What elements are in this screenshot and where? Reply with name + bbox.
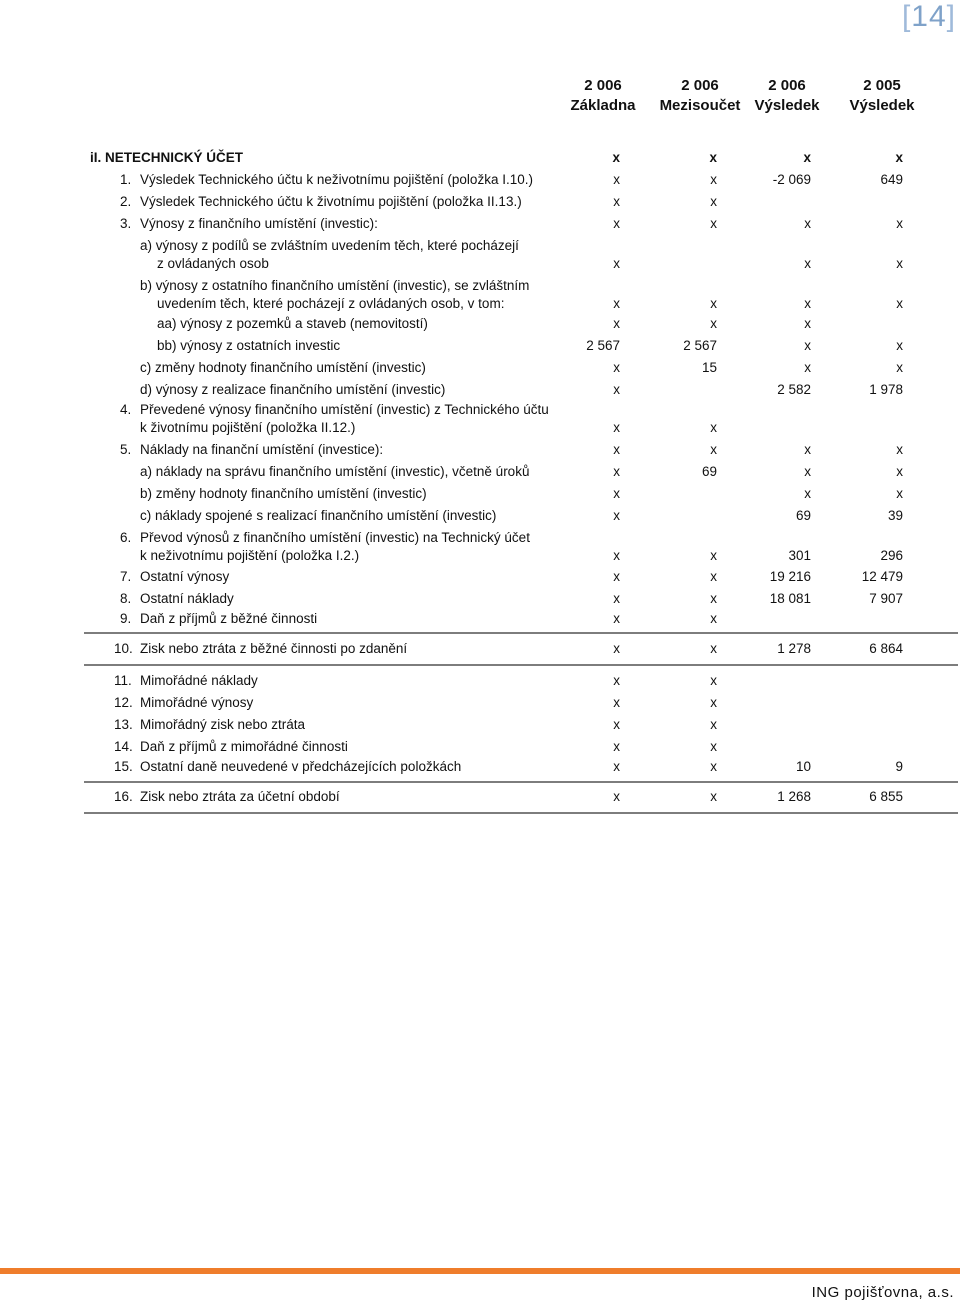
cell-value: x — [613, 759, 620, 774]
cell-value: x — [804, 360, 811, 375]
row-label-continued: z ovládaných osob — [157, 256, 269, 271]
row-number: 8. — [120, 591, 132, 606]
row-label: Převedené výnosy finančního umístění (investic) z Technického účtu — [140, 402, 549, 417]
cell-value: x — [896, 338, 903, 353]
cell-value: x — [613, 695, 620, 710]
row-label: Ostatní náklady — [140, 591, 234, 606]
cell-value: x — [613, 316, 620, 331]
cell-value: 9 — [895, 759, 903, 774]
cell-value: x — [710, 194, 717, 209]
cell-value: x — [613, 717, 620, 732]
row-number: 4. — [120, 402, 132, 417]
row-label-continued: k neživotnímu pojištění (položka I.2.) — [140, 548, 360, 563]
section-divider — [84, 781, 958, 783]
cell-value: x — [804, 338, 811, 353]
cell-value: 69 — [795, 508, 811, 523]
column-header-year: 2 006 — [681, 77, 719, 94]
cell-value: x — [710, 641, 717, 656]
cell-value: x — [804, 464, 811, 479]
row-label: Ostatní daně neuvedené v předcházejících položkách — [140, 759, 462, 774]
cell-value: x — [896, 464, 903, 479]
cell-value: x — [710, 216, 717, 231]
row-label: bb) výnosy z ostatních investic — [157, 338, 341, 353]
cell-value: x — [896, 296, 903, 311]
row-number: 3. — [120, 216, 132, 231]
row-label: Převod výnosů z finančního umístění (investic) na Technický účet — [140, 530, 530, 545]
cell-value: x — [613, 591, 620, 606]
cell-value: 7 907 — [869, 591, 903, 606]
row-label: c) náklady spojené s realizací finančního umístění (investic) — [140, 508, 497, 523]
cell-value: 2 582 — [777, 382, 811, 397]
cell-value: x — [710, 316, 717, 331]
row-label: Mimořádný zisk nebo ztráta — [140, 717, 306, 732]
cell-value: 649 — [880, 172, 903, 187]
row-label: b) změny hodnoty finančního umístění (investic) — [140, 486, 427, 501]
row-label: aa) výnosy z pozemků a staveb (nemovitostí) — [157, 316, 428, 331]
row-label: Výnosy z finančního umístění (investic): — [140, 216, 378, 231]
cell-value: 301 — [788, 548, 811, 563]
cell-value: x — [804, 216, 811, 231]
cell-value: x — [804, 296, 811, 311]
row-number: 5. — [120, 442, 132, 457]
column-header-label: Mezisoučet — [659, 97, 741, 114]
cell-value: x — [710, 739, 717, 754]
cell-value: x — [613, 641, 620, 656]
row-number: 13. — [114, 717, 133, 732]
row-number: 15. — [114, 759, 133, 774]
row-number: 9. — [120, 611, 132, 626]
cell-value: x — [710, 591, 717, 606]
column-header-label: Výsledek — [754, 97, 820, 114]
column-header-4 — [827, 76, 937, 116]
footer-accent-bar — [0, 1268, 960, 1274]
cell-value: x — [710, 296, 717, 311]
cell-value: 2 567 — [683, 338, 717, 353]
cell-value: x — [896, 216, 903, 231]
cell-value: x — [710, 717, 717, 732]
section-divider — [84, 812, 958, 814]
cell-value: x — [613, 548, 620, 563]
cell-value: x — [896, 442, 903, 457]
cell-value: x — [710, 442, 717, 457]
row-label: Ostatní výnosy — [140, 569, 230, 584]
row-label: Daň z příjmů z běžné činnosti — [140, 611, 318, 626]
cell-value: x — [896, 360, 903, 375]
cell-value: x — [804, 486, 811, 501]
cell-value: x — [710, 172, 717, 187]
row-number: 11. — [114, 673, 132, 688]
cell-value: 2 567 — [586, 338, 620, 353]
cell-value: x — [613, 382, 620, 397]
row-number: 2. — [120, 194, 132, 209]
cell-value: x — [895, 150, 903, 165]
column-header-3 — [732, 76, 842, 116]
cell-value: 1 268 — [777, 789, 811, 804]
row-label: Zisk nebo ztráta z běžné činnosti po zdanění — [140, 641, 408, 656]
cell-value: x — [896, 256, 903, 271]
row-label: Mimořádné náklady — [140, 673, 258, 688]
row-label-continued: uvedením těch, které pocházejí z ovládaných osob, v tom: — [157, 296, 505, 311]
cell-value: 12 479 — [861, 569, 903, 584]
column-header-year: 2 006 — [584, 77, 622, 94]
cell-value: x — [613, 420, 620, 435]
row-number: 12. — [114, 695, 133, 710]
cell-value: x — [710, 673, 717, 688]
cell-value: x — [612, 150, 620, 165]
row-label: iI. NETECHNICKÝ ÚČET — [90, 150, 244, 165]
row-label: Výsledek Technického účtu k životnímu pojištění (položka II.13.) — [140, 194, 522, 209]
cell-value: x — [710, 695, 717, 710]
column-header-label: Základna — [570, 97, 636, 114]
cell-value: 1 278 — [777, 641, 811, 656]
cell-value: x — [613, 739, 620, 754]
row-number: 16. — [114, 789, 133, 804]
cell-value: x — [613, 508, 620, 523]
cell-value: x — [613, 486, 620, 501]
cell-value: 15 — [701, 360, 717, 375]
cell-value: x — [804, 256, 811, 271]
row-label: Náklady na finanční umístění (investice): — [140, 442, 384, 457]
cell-value: x — [710, 759, 717, 774]
row-label: a) náklady na správu finančního umístění (investic), včetně úroků — [140, 464, 530, 479]
cell-value: 18 081 — [769, 591, 811, 606]
row-label: a) výnosy z podílů se zvláštním uvedením těch, které pocházejí — [140, 238, 519, 253]
cell-value: -2 069 — [772, 172, 811, 187]
cell-value: x — [710, 420, 717, 435]
row-label: Daň z příjmů z mimořádné činnosti — [140, 739, 348, 754]
row-label: Výsledek Technického účtu k neživotnímu pojištění (položka I.10.) — [140, 172, 533, 187]
cell-value: x — [613, 216, 620, 231]
cell-value: 69 — [701, 464, 717, 479]
cell-value: 6 855 — [869, 789, 903, 804]
cell-value: x — [710, 611, 717, 626]
cell-value: x — [613, 360, 620, 375]
column-header-1 — [548, 76, 658, 116]
row-number: 6. — [120, 530, 132, 545]
cell-value: 19 216 — [769, 569, 811, 584]
column-header-year: 2 006 — [768, 77, 806, 94]
cell-value: x — [613, 611, 620, 626]
cell-value: x — [613, 172, 620, 187]
cell-value: x — [804, 442, 811, 457]
page-number-value: 14 — [911, 0, 947, 33]
cell-value: x — [613, 442, 620, 457]
cell-value: 10 — [795, 759, 811, 774]
row-label: Mimořádné výnosy — [140, 695, 254, 710]
section-divider — [84, 632, 958, 634]
column-header-label: Výsledek — [849, 97, 915, 114]
cell-value: x — [710, 789, 717, 804]
cell-value: x — [613, 256, 620, 271]
section-divider — [84, 664, 958, 666]
column-header-year: 2 005 — [863, 77, 901, 94]
cell-value: x — [709, 150, 717, 165]
cell-value: x — [804, 316, 811, 331]
cell-value: 39 — [887, 508, 903, 523]
cell-value: 6 864 — [869, 641, 903, 656]
page-number: [14] — [901, 0, 956, 33]
row-number: 14. — [114, 739, 133, 754]
row-number: 7. — [120, 569, 132, 584]
row-label: b) výnosy z ostatního finančního umístění (investic), se zvláštním — [140, 278, 530, 293]
row-label-continued: k životnímu pojištění (položka II.12.) — [140, 420, 356, 435]
cell-value: x — [613, 673, 620, 688]
cell-value: x — [613, 464, 620, 479]
cell-value: x — [613, 789, 620, 804]
cell-value: 296 — [880, 548, 903, 563]
cell-value: x — [803, 150, 811, 165]
row-number: 10. — [114, 641, 133, 656]
cell-value: x — [710, 569, 717, 584]
cell-value: x — [613, 296, 620, 311]
cell-value: x — [613, 194, 620, 209]
cell-value: x — [710, 548, 717, 563]
footer-company-name: ING pojišťovna, a.s. — [811, 1284, 954, 1301]
row-label: c) změny hodnoty finančního umístění (investic) — [140, 360, 426, 375]
row-number: 1. — [120, 172, 132, 187]
cell-value: x — [613, 569, 620, 584]
row-label: Zisk nebo ztráta za účetní období — [140, 789, 340, 804]
cell-value: x — [896, 486, 903, 501]
row-label: d) výnosy z realizace finančního umístění (investic) — [140, 382, 446, 397]
cell-value: 1 978 — [869, 382, 903, 397]
